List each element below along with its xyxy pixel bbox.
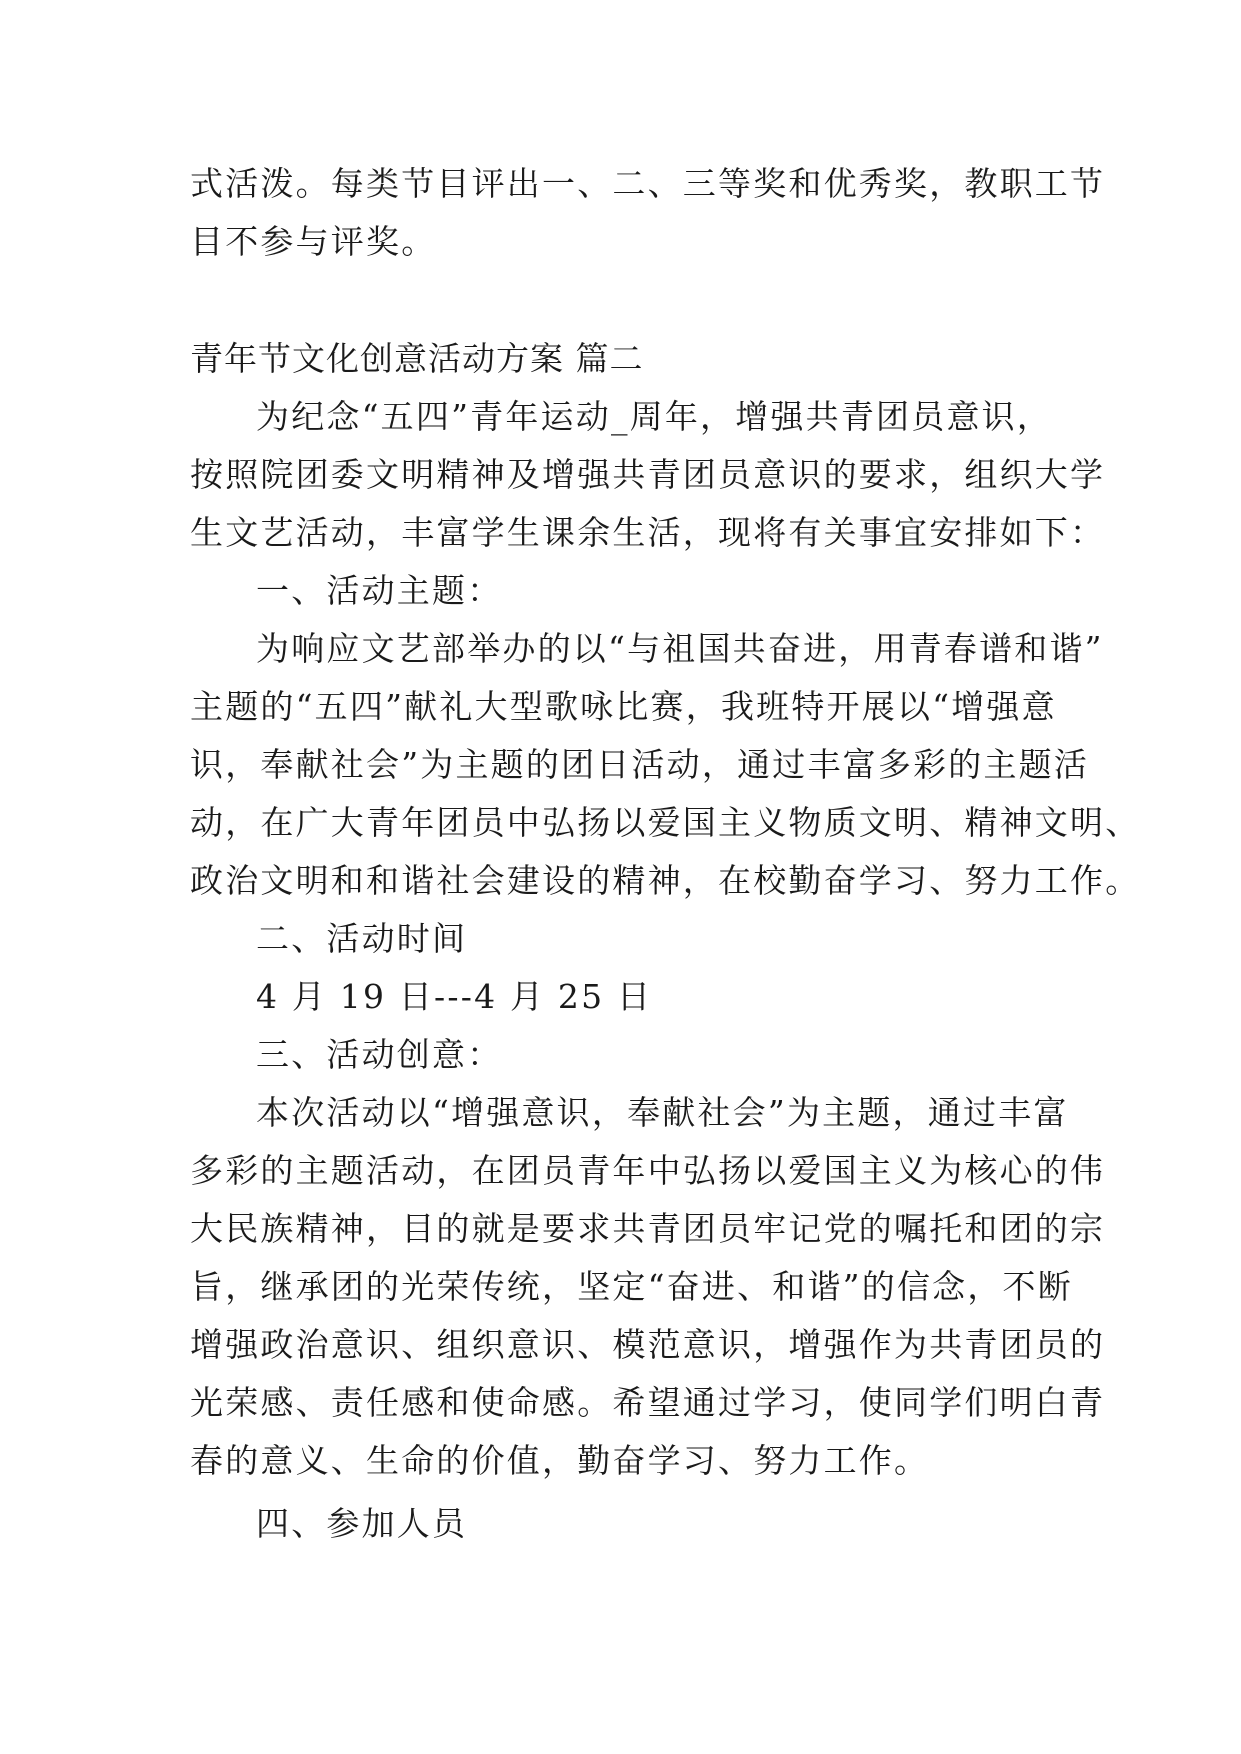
section-heading: 三、活动创意： bbox=[256, 1035, 503, 1074]
paragraph-line: 式活泼。每类节目评出一、二、三等奖和优秀奖，教职工节 bbox=[190, 164, 1106, 203]
paragraph-line: 增强政治意识、组织意识、模范意识，增强作为共青团员的 bbox=[190, 1325, 1106, 1364]
paragraph-line: 识，奉献社会”为主题的团日活动，通过丰富多彩的主题活 bbox=[190, 745, 1090, 784]
paragraph-line: 政治文明和和谐社会建设的精神，在校勤奋学习、努力工作。 bbox=[190, 861, 1141, 900]
paragraph-line: 旨，继承团的光荣传统，坚定“奋进、和谐”的信念，不断 bbox=[190, 1267, 1073, 1306]
date-range: 4 月 19 日---4 月 25 日 bbox=[256, 977, 653, 1016]
section-title: 青年节文化创意活动方案 篇二 bbox=[190, 339, 644, 378]
paragraph-line: 动，在广大青年团员中弘扬以爱国主义物质文明、精神文明、 bbox=[190, 803, 1141, 842]
paragraph-line: 为纪念“五四”青年运动_周年，增强共青团员意识， bbox=[256, 397, 1053, 436]
paragraph-line: 多彩的主题活动，在团员青年中弘扬以爱国主义为核心的伟 bbox=[190, 1151, 1106, 1190]
section-heading: 二、活动时间 bbox=[256, 919, 468, 958]
paragraph-line: 按照院团委文明精神及增强共青团员意识的要求，组织大学 bbox=[190, 455, 1106, 494]
paragraph-line: 春的意义、生命的价值，勤奋学习、努力工作。 bbox=[190, 1441, 930, 1480]
paragraph-line: 大民族精神，目的就是要求共青团员牢记党的嘱托和团的宗 bbox=[190, 1209, 1106, 1248]
paragraph-line: 光荣感、责任感和使命感。希望通过学习，使同学们明白青 bbox=[190, 1383, 1106, 1422]
paragraph-line: 本次活动以“增强意识，奉献社会”为主题，通过丰富 bbox=[256, 1093, 1069, 1132]
paragraph-line: 生文艺活动，丰富学生课余生活，现将有关事宜安排如下： bbox=[190, 513, 1106, 552]
paragraph-line: 为响应文艺部举办的以“与祖国共奋进，用青春谱和谐” bbox=[256, 629, 1104, 668]
section-heading: 四、参加人员 bbox=[256, 1504, 468, 1543]
section-heading: 一、活动主题： bbox=[256, 571, 503, 610]
paragraph-line: 主题的“五四”献礼大型歌咏比赛，我班特开展以“增强意 bbox=[190, 687, 1057, 726]
paragraph-line: 目不参与评奖。 bbox=[190, 222, 437, 261]
